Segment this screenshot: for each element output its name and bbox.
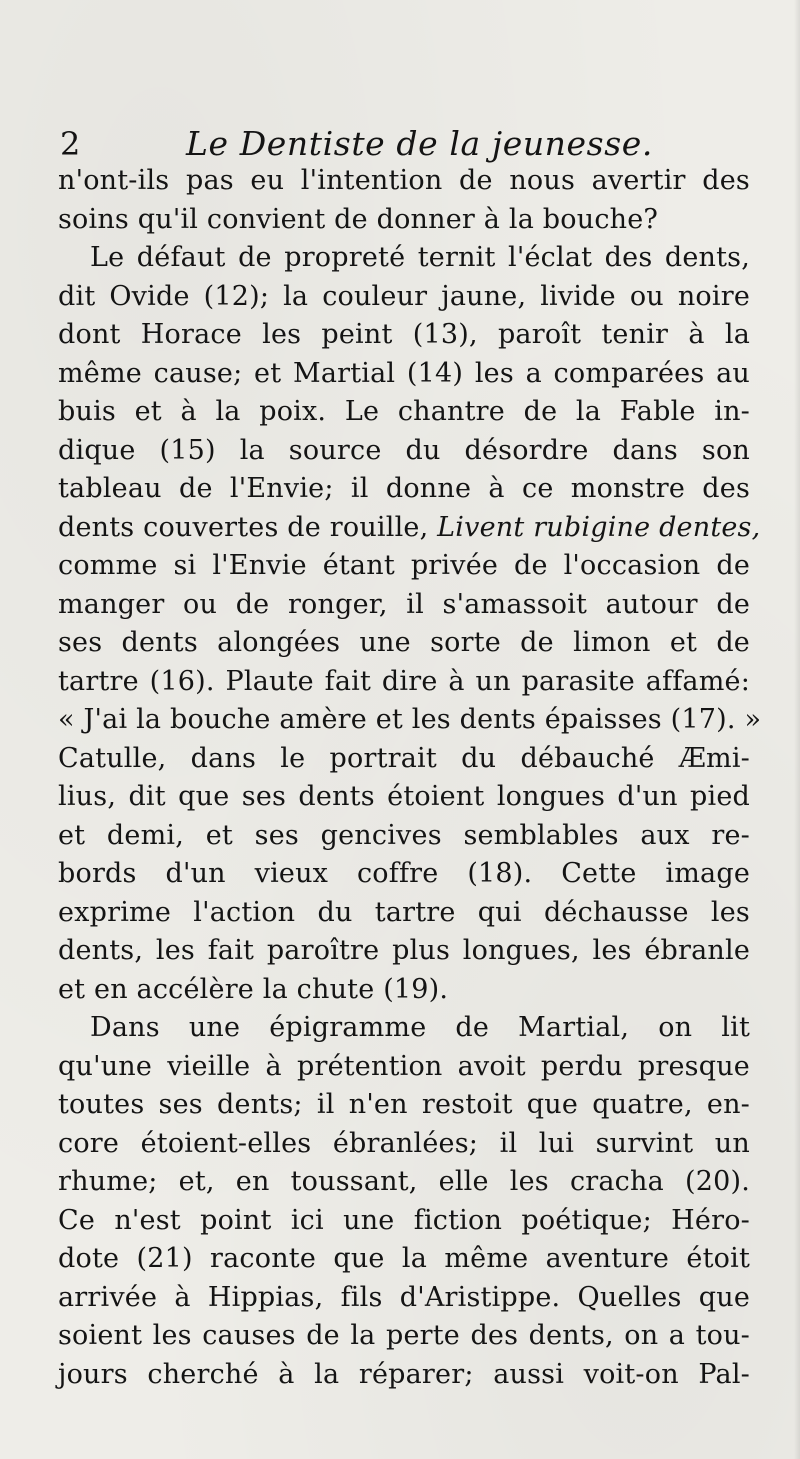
text-line: manger ou de ronger, il s'amassoit autour de [58, 588, 750, 620]
page-number: 2 [60, 125, 81, 163]
text-line: Catulle, dans le portrait du débauché Æmi- [58, 742, 750, 774]
text-line: tableau de l'Envie; il donne à ce monstre des [58, 473, 750, 504]
text-line: buis et à la poix. Le chantre de la Fable in- [58, 396, 750, 427]
text-line: lius, dit que ses dents étoient longues d'un pied [58, 781, 750, 812]
text-line: dont Horace les peint (13), paroît tenir à la [58, 319, 750, 350]
paragraph-end-line: et en accélère la chute (19). [58, 973, 449, 1005]
text-line: toutes ses dents; il n'en restoit que quatre, en- [58, 1089, 750, 1120]
body-text [58, 162, 762, 1394]
text-line: arrivée à Hippias, fils d'Aristippe. Quelles que [58, 1281, 750, 1313]
paragraph-start-line: Dans une épigramme de Martial, on lit [90, 1012, 750, 1043]
running-header [60, 122, 750, 166]
text-line: dique (15) la source du désordre dans son [58, 434, 750, 466]
text-line-with-latin-quote [58, 509, 761, 548]
text-line: soient les causes de la perte des dents, on a tou- [58, 1320, 750, 1351]
text-line: dote (21) raconte que la même aventure étoit [58, 1243, 750, 1274]
running-title: Le Dentiste de la jeunesse. [186, 124, 653, 163]
text-line: rhume; et, en toussant, elle les cracha (20). [58, 1166, 750, 1197]
paragraph-start-line: Le défaut de propreté ternit l'éclat des dents, [90, 242, 750, 273]
text-line: exprime l'action du tartre qui déchausse les [58, 896, 750, 928]
text-line: dit Ovide (12); la couleur jaune, livide ou noire [58, 280, 750, 312]
text-line: jours cherché à la réparer; aussi voit-on Pal- [58, 1358, 750, 1390]
text-line: même cause; et Martial (14) les a comparées au [58, 357, 750, 389]
page-edge-shadow [794, 0, 800, 1459]
text-line: Ce n'est point ici une fiction poétique; Héro- [58, 1204, 750, 1236]
text-line: ses dents alongées une sorte de limon et de [58, 627, 750, 658]
text-line: et demi, et ses gencives semblables aux re- [58, 819, 750, 851]
text-line: soins qu'il convient de donner à la bouche? [58, 203, 659, 235]
text-line: qu'une vieille à prétention avoit perdu presque [58, 1050, 750, 1082]
latin-quotation: Livent rubigine dentes, [437, 511, 761, 543]
text-line: dents, les fait paroître plus longues, les ébranle [58, 935, 750, 966]
text-line: bords d'un vieux coffre (18). Cette image [58, 858, 750, 889]
text-line: comme si l'Envie étant privée de l'occasion de [58, 550, 750, 581]
text-segment: dents couvertes de rouille, [58, 511, 438, 543]
text-line: core étoient-elles ébranlées; il lui survint un [58, 1127, 750, 1159]
text-line: n'ont-ils pas eu l'intention de nous avertir des [58, 165, 750, 196]
text-line: tartre (16). Plaute fait dire à un parasite affamé: [58, 665, 750, 697]
text-line: « J'ai la bouche amère et les dents épaisses (17). » [58, 704, 762, 735]
